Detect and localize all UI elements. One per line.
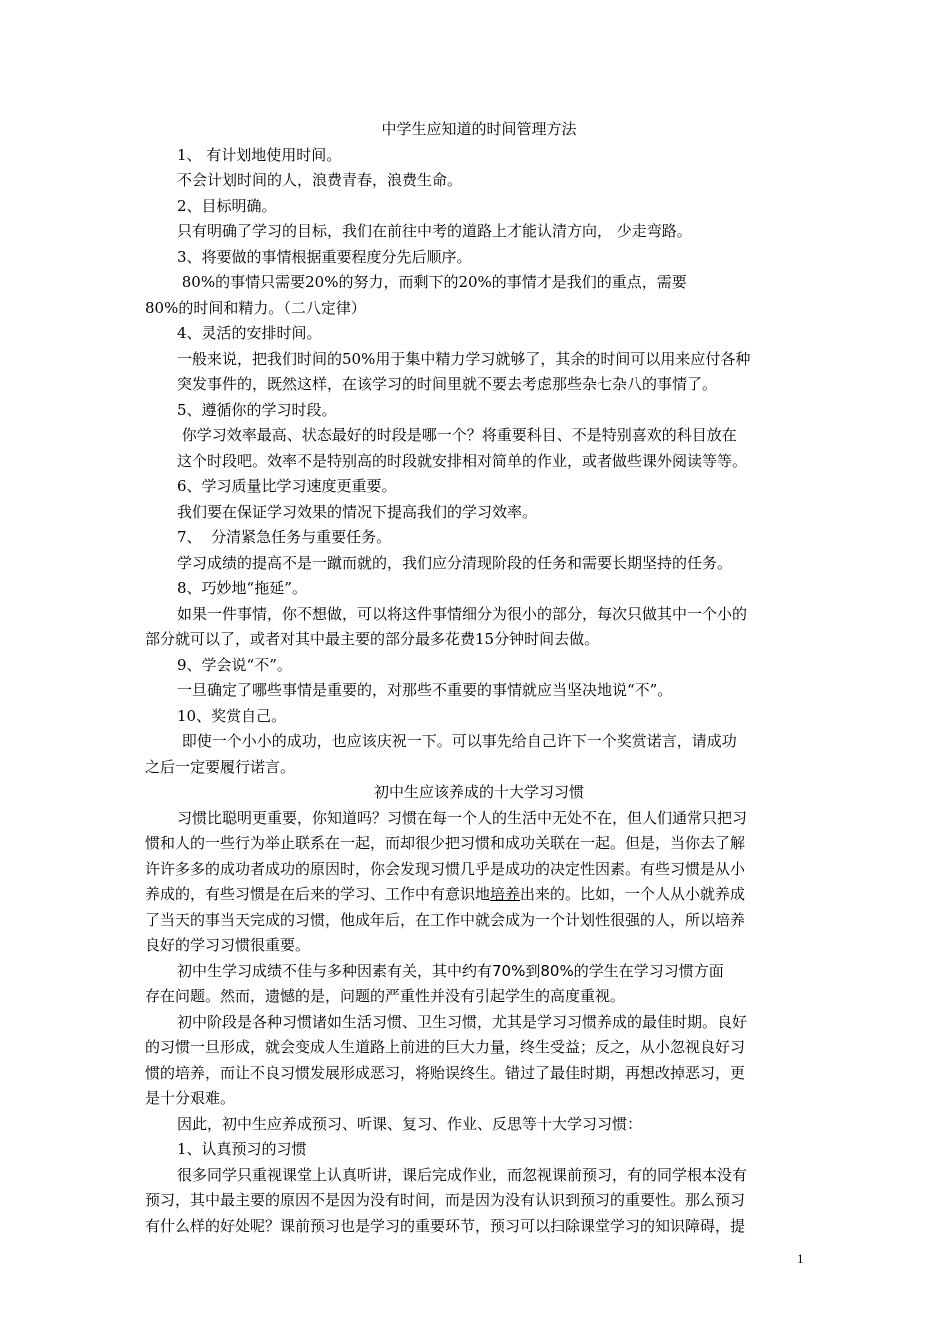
item-body-5a: 你学习效率最高、状态最好的时段是哪一个？将重要科目、不是特别喜欢的科目放在 xyxy=(177,426,737,444)
item-body-10a: 即使一个小小的成功，也应该庆祝一下。可以事先给自己许下一个奖赏诺言，请成功 xyxy=(177,732,737,750)
page-number: 1 xyxy=(797,1251,804,1266)
habits-p1-line2: 惯和人的一些行为举止联系在一起，而却很少把习惯和成功关联在一起。但是，当你去了解 xyxy=(145,834,746,852)
percent-70: 70% xyxy=(492,961,526,980)
habits-title: 初中生应该养成的十大学习习惯 xyxy=(373,783,584,801)
item-heading-1: 1、 有计划地使用时间。 xyxy=(177,145,342,164)
percent-80: 80% xyxy=(540,961,574,980)
habits-p3-line1: 初中阶段是各种习惯诸如生活习惯、卫生习惯，尤其是学习习惯养成的最佳时期。良好 xyxy=(177,1012,748,1031)
item-body-3a: 80%的事情只需要20%的努力，而剩下的20%的事情才是我们的重点，需要 xyxy=(177,273,687,291)
item-heading-6: 6、学习质量比学习速度更重要。 xyxy=(177,477,397,495)
item-heading-8: 8、巧妙地“拖延”。 xyxy=(177,579,307,597)
item-body-4a: 一般来说，把我们时间的50%用于集中精力学习就够了，其余的时间可以用来应付各种 xyxy=(177,349,751,368)
item-heading-3: 3、将要做的事情根据重要程度分先后顺序。 xyxy=(177,247,472,266)
habits-p5-line2: 预习，其中最主要的原因不是因为没有时间，而是因为没有认识到预习的重要性。那么预习 xyxy=(145,1191,746,1209)
habit-heading-1: 1、认真预习的习惯 xyxy=(177,1140,307,1158)
habits-p3-line4: 是十分艰难。 xyxy=(145,1089,236,1107)
item-body-9: 一旦确定了哪些事情是重要的，对那些不重要的事情就应当坚决地说“不”。 xyxy=(177,681,673,699)
item-body-7: 学习成绩的提高不是一蹴而就的，我们应分清现阶段的任务和需要长期坚持的任务。 xyxy=(177,553,733,572)
underlined-word: 培养 xyxy=(490,885,521,903)
item-heading-4: 4、灵活的安排时间。 xyxy=(177,324,322,342)
habits-p3-line2: 的习惯一旦形成，就会变成人生道路上前进的巨大力量，终生受益；反之，从小忽视良好习 xyxy=(145,1038,746,1056)
item-body-2: 只有明确了学习的目标，我们在前往中考的道路上才能认清方向， 少走弯路。 xyxy=(177,222,692,240)
habits-p4: 因此，初中生应养成预习、听课、复习、作业、反思等十大学习习惯： xyxy=(177,1114,643,1133)
item-body-5b: 这个时段吧。效率不是特别高的时段就安排相对简单的作业，或者做些课外阅读等等。 xyxy=(177,451,748,470)
habits-p5-line1: 很多同学只重视课堂上认真听讲，课后完成作业，而忽视课前预习，有的同学根本没有 xyxy=(177,1165,748,1184)
item-body-8b: 部分就可以了，或者对其中最主要的部分最多花费15分钟时间去做。 xyxy=(145,630,600,648)
habits-p2-line2: 存在问题。然而，遗憾的是，问题的严重性并没有引起学生的高度重视。 xyxy=(145,987,626,1005)
habits-p1-line5: 了当天的事当天完成的习惯，他成年后，在工作中就会成为一个计划性很强的人，所以培养 xyxy=(145,910,746,929)
habits-p2-line1 xyxy=(145,959,813,985)
habits-p1-line4 xyxy=(145,882,813,908)
habits-p1-line1: 习惯比聪明更重要，你知道吗？习惯在每一个人的生活中无处不在，但人们通常只把习 xyxy=(177,808,748,827)
habits-p5-line3: 有什么样的好处呢？课前预习也是学习的重要环节，预习可以扫除课堂学习的知识障碍，提 xyxy=(145,1216,746,1235)
habits-p1-line6: 良好的学习习惯很重要。 xyxy=(145,936,311,954)
document-body xyxy=(145,117,813,1239)
item-body-1: 不会计划时间的人，浪费青春，浪费生命。 xyxy=(177,171,463,189)
item-heading-7: 7、 分清紧急任务与重要任务。 xyxy=(177,528,392,546)
item-body-6: 我们要在保证学习效果的情况下提高我们的学习效率。 xyxy=(177,502,538,521)
habits-p2-a: 初中生学习成绩不佳与多种因素有关，其中约有 xyxy=(177,961,493,980)
habits-p1-line4-b: 出来的。比如，一个人从小就养成 xyxy=(520,885,746,903)
item-heading-10: 10、奖赏自己。 xyxy=(177,706,287,725)
item-body-3b: 80%的时间和精力。（二八定律） xyxy=(145,298,366,317)
item-heading-5: 5、遵循你的学习时段。 xyxy=(177,400,337,419)
item-body-8a: 如果一件事情，你不想做，可以将这件事情细分为很小的部分，每次只做其中一个小的 xyxy=(177,604,748,623)
habits-p2-b: 到 xyxy=(525,961,541,980)
section-title: 中学生应知道的时间管理方法 xyxy=(381,120,577,138)
item-body-4b: 突发事件的，既然这样，在该学习的时间里就不要去考虑那些杂七杂八的事情了。 xyxy=(177,375,718,393)
habits-p1-line3: 许许多多的成功者成功的原因时，你会发现习惯几乎是成功的决定性因素。有些习惯是从小 xyxy=(145,859,746,878)
habits-p1-line4-a: 养成的，有些习惯是在后来的学习、工作中有意识地 xyxy=(145,885,491,903)
habits-p3-line3: 惯的培养，而让不良习惯发展形成恶习，将贻误终生。错过了最佳时期，再想改掉恶习，更 xyxy=(145,1063,746,1082)
habits-p2-c: 的学生在学习习惯方面 xyxy=(573,961,724,980)
item-heading-2: 2、目标明确。 xyxy=(177,196,277,215)
item-heading-9: 9、学会说“不”。 xyxy=(177,655,292,674)
item-body-10b: 之后一定要履行诺言。 xyxy=(145,757,296,776)
